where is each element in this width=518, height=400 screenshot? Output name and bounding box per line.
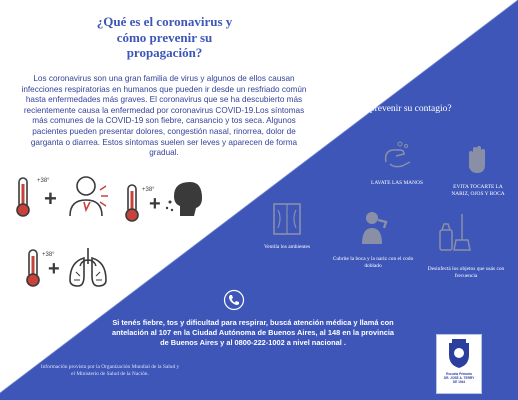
thermometer-icon xyxy=(14,176,34,218)
cough-icon xyxy=(166,178,210,218)
cover-cough-icon xyxy=(358,210,390,246)
thermometer-icon xyxy=(123,183,143,225)
title-line-3: propagación? xyxy=(126,45,203,60)
page-title xyxy=(62,14,267,61)
logo-line-2: DR. JOSÉ A. TERRY xyxy=(443,376,475,380)
call-instructions: Si tenés fiebre, tos y dificultad para respirar, buscá atención médica y llamá con antelación al 107 en la Ciudad Autónoma de Buenos Aires, al 148 en la provincia de Buenos Aires y al 0800-222-1002 a nivel nacional . xyxy=(111,318,395,348)
school-logo xyxy=(436,334,482,394)
disinfect-caption: Desinfectá los objetos que usás con frecuencia xyxy=(427,266,505,279)
window-icon xyxy=(272,202,302,236)
lungs-icon xyxy=(66,246,110,288)
intro-paragraph: Los coronavirus son una gran familia de virus y algunos de ellos causan infecciones respiratorias en humanos que pueden ir desde un resfriado común hasta enfermedades más graves. El coronavirus que se ha descubierto más recientemente causa la enfermedad por coronavirus COVID-19.Los síntomas más comunes de la COVID-19 son fiebre, cansancio y tos seca. Algunos pacientes pueden presentar dolores, congestión nasal, rinorrea, dolor de garganta o diarrea. Estos síntomas suelen ser leves y aparecen de forma gradual. xyxy=(21,74,307,158)
thermometer-icon xyxy=(24,248,44,290)
temperature-label: +38° xyxy=(42,252,55,258)
logo-line-1: Escuela Primaria xyxy=(446,372,472,376)
headache-person-icon xyxy=(64,172,110,218)
stop-hand-icon xyxy=(465,145,489,175)
logo-line-3: DE 1944 xyxy=(452,380,466,384)
title-line-2: cómo prevenir su xyxy=(116,29,213,45)
plus-sign: + xyxy=(48,258,60,280)
cover-caption: Cubrite la boca y la nariz con el codo doblado xyxy=(332,256,414,269)
school-crest-icon xyxy=(447,339,471,369)
ventilate-caption: Ventila los ambientes xyxy=(263,244,311,250)
title-line-1: ¿Qué es el coronavirus y xyxy=(96,14,233,29)
phone-icon xyxy=(224,290,244,310)
wash-hands-caption: LAVATE LAS MANOS xyxy=(371,180,423,186)
cleaning-supplies-icon xyxy=(436,212,472,252)
source-note: Información provista por la Organización Mundial de la Salud y el Ministerio de Salud de la Nación. xyxy=(40,364,180,377)
temperature-label: +38° xyxy=(142,187,155,193)
wash-hands-icon xyxy=(380,140,414,174)
no-touch-caption: EVITA TOCARTE LA NARIZ, OJOS Y BOCA xyxy=(451,184,505,197)
plus-sign: + xyxy=(149,193,161,215)
temperature-label: +38° xyxy=(37,178,50,184)
prevention-title: ¿Cómo prevenir su contagio? xyxy=(340,104,452,114)
plus-sign: + xyxy=(44,186,57,211)
